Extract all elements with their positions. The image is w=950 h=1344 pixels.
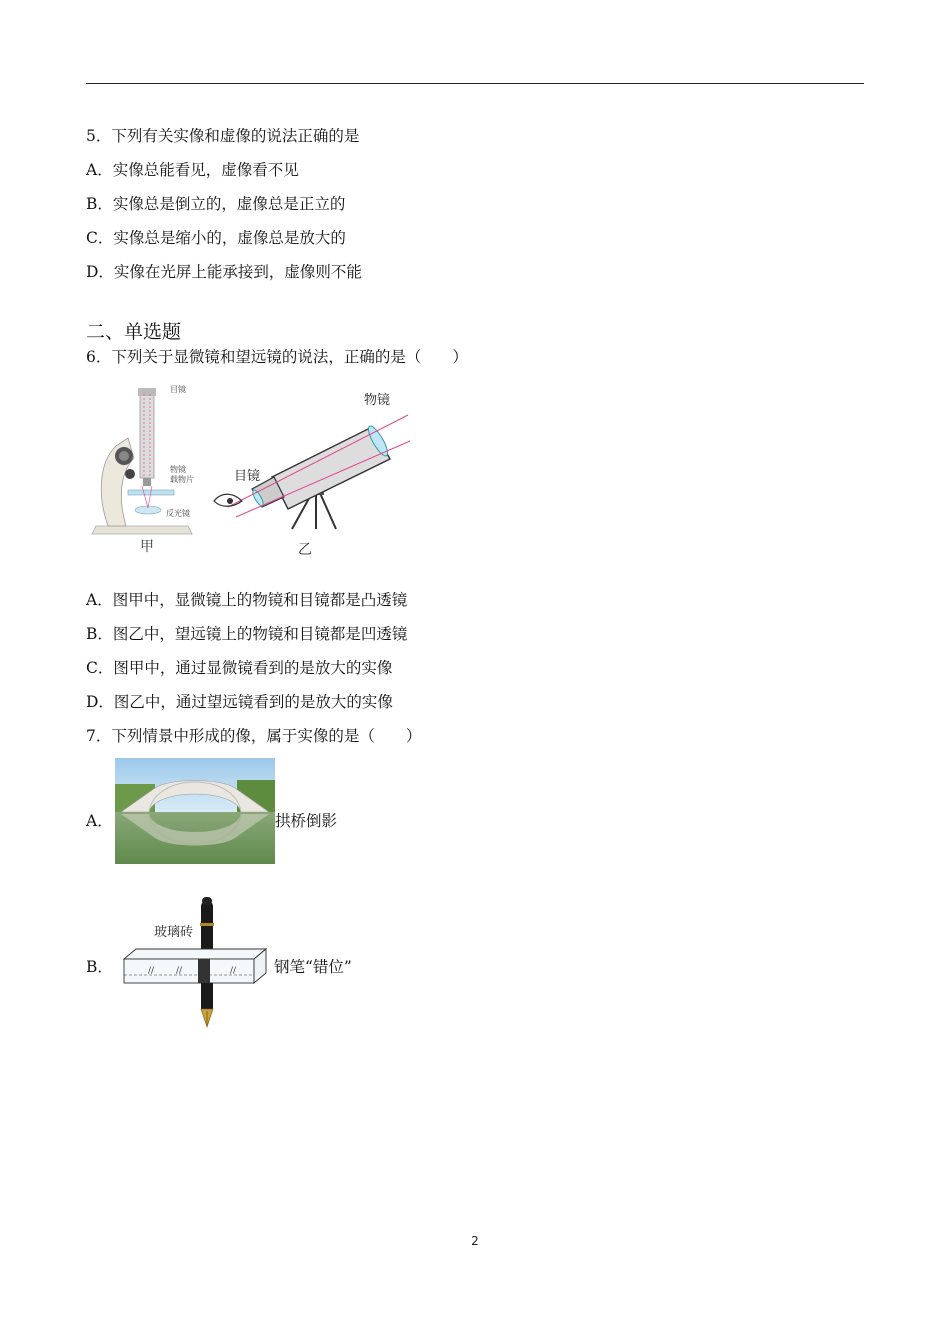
microscope-objective-label: 物镜 (170, 465, 186, 474)
arch-bridge-photo (115, 758, 275, 864)
q7-option-b-caption: 钢笔“错位” (274, 958, 352, 976)
q7-option-a-letter[interactable]: A． (86, 812, 113, 830)
section-title: 二、单选题 (86, 321, 182, 343)
microscope-caption: 甲 (140, 539, 154, 555)
page-number: 2 (471, 1234, 479, 1248)
header-rule (86, 83, 864, 84)
q6-option-b[interactable]: B．图乙中，望远镜上的物镜和目镜都是凹透镜 (86, 625, 408, 643)
telescope-objective-label: 物镜 (364, 393, 391, 408)
q7-option-b-letter[interactable]: B． (86, 958, 113, 976)
q5-option-d[interactable]: D．实像在光屏上能承接到，虚像则不能 (86, 263, 362, 281)
microscope-figure (88, 378, 208, 558)
q5-stem: 5．下列有关实像和虚像的说法正确的是 (86, 127, 360, 145)
q6-option-a[interactable]: A．图甲中，显微镜上的物镜和目镜都是凸透镜 (86, 591, 408, 609)
microscope-eyepiece-label: 目镜 (170, 385, 186, 394)
svg-text://: // (148, 966, 155, 976)
microscope-mirror-label: 反光镜 (166, 509, 190, 518)
svg-text://: // (230, 966, 237, 976)
q6-stem: 6．下列关于显微镜和望远镜的说法，正确的是（ ） (86, 348, 468, 366)
microscope-stage-label: 载物片 (170, 475, 194, 484)
pen-glass-brick-figure (118, 893, 270, 1033)
telescope-eyepiece-label: 目镜 (234, 469, 261, 484)
q7-option-a-caption: 拱桥倒影 (275, 812, 338, 830)
q6-option-d[interactable]: D．图乙中，通过望远镜看到的是放大的实像 (86, 693, 393, 711)
q6-option-c[interactable]: C．图甲中，通过显微镜看到的是放大的实像 (86, 659, 393, 677)
telescope-figure (212, 385, 422, 560)
q5-option-a[interactable]: A．实像总能看见，虚像看不见 (86, 161, 299, 179)
telescope-caption: 乙 (298, 542, 312, 558)
svg-text://: // (176, 966, 183, 976)
q7-stem: 7．下列情景中形成的像，属于实像的是（ ） (86, 727, 422, 745)
glass-brick-label: 玻璃砖 (154, 925, 194, 940)
q5-option-c[interactable]: C．实像总是缩小的，虚像总是放大的 (86, 229, 346, 247)
q5-option-b[interactable]: B．实像总是倒立的，虚像总是正立的 (86, 195, 346, 213)
